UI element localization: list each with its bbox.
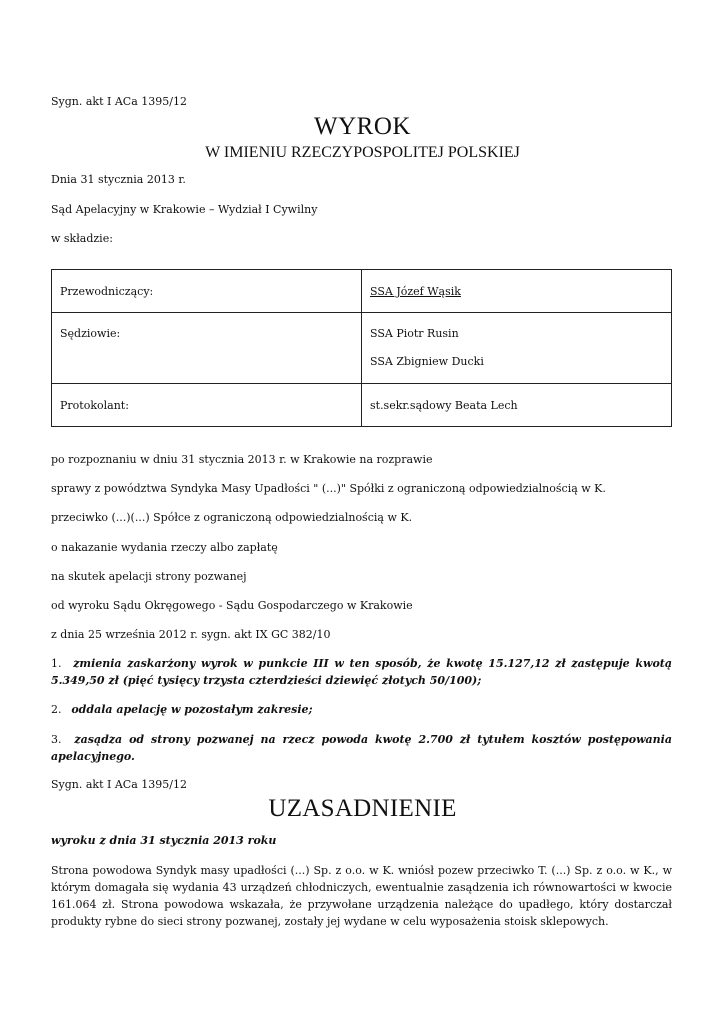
ruling-text: zasądza od strony pozwanej na rzecz powoda kwotę 2.700 zł tytułem kosztów postępowania apelacyjnego. (51, 733, 672, 763)
ruling-item (51, 655, 672, 689)
proceedings-line: o nakazanie wydania rzeczy albo zapłatę (51, 541, 278, 554)
ruling-number: 3. (51, 733, 62, 746)
judges-label-cell (52, 313, 362, 384)
judges-names-cell (362, 313, 672, 384)
document-title: WYROK (314, 113, 411, 140)
table-row (52, 384, 672, 427)
proceedings-line: z dnia 25 września 2012 r. sygn. akt IX GC 382/10 (51, 628, 331, 641)
judges-label: Sędziowie: (60, 327, 121, 340)
justification-case-number: Sygn. akt I ACa 1395/12 (51, 778, 187, 791)
proceedings-line: sprawy z powództwa Syndyka Masy Upadłości " (...)" Spółki z ograniczoną odpowiedzialnością w K. (51, 482, 606, 495)
clerk-label-cell (52, 384, 362, 427)
table-row (52, 270, 672, 313)
presiding-name: SSA Józef Wąsik (370, 285, 461, 298)
justification-subtitle: wyroku z dnia 31 stycznia 2013 roku (51, 834, 277, 847)
composition-intro: w składzie: (51, 232, 113, 245)
ruling-number: 2. (51, 703, 62, 716)
ruling-item (51, 701, 672, 718)
composition-table (51, 269, 672, 427)
judge-name: SSA Piotr Rusin (370, 327, 459, 340)
proceedings-line: od wyroku Sądu Okręgowego - Sądu Gospodarczego w Krakowie (51, 599, 413, 612)
document-subtitle: W IMIENIU RZECZYPOSPOLITEJ POLSKIEJ (205, 144, 520, 161)
ruling-text: zmienia zaskarżony wyrok w punkcie III w ten sposób, że kwotę 15.127,12 zł zastępuje kwotą 5.349,50 zł (pięć tysięcy trzysta czterdzieści dziewięć złotych 50/100); (51, 657, 672, 687)
presiding-label: Przewodniczący: (60, 285, 154, 298)
justification-paragraph: Strona powodowa Syndyk masy upadłości (...) Sp. z o.o. w K. wniósł pozew przeciwko T. (...) Sp. z o.o. w K., w którym domagała się wydania 43 urządzeń chłodniczych, ewentualnie zasądzenia ich równowartości w kwocie 161.064 zł. Strona powodowa wskazała, że przywołane urządzenia należące do upadłego, który dostarczał produkty rybne do sieci strony pozwanej, zostały jej wydane w celu wyposażenia stoisk sklepowych. (51, 864, 672, 928)
justification-title: UZASADNIENIE (268, 795, 457, 822)
table-row (52, 313, 672, 384)
proceedings-line: po rozpoznaniu w dniu 31 stycznia 2013 r. w Krakowie na rozprawie (51, 453, 433, 466)
judgment-date: Dnia 31 stycznia 2013 r. (51, 173, 186, 186)
clerk-name: st.sekr.sądowy Beata Lech (370, 399, 518, 412)
clerk-name-cell (362, 384, 672, 427)
proceedings-line: na skutek apelacji strony pozwanej (51, 570, 247, 583)
judge-name: SSA Zbigniew Ducki (370, 355, 484, 368)
proceedings-line: przeciwko (...)(...) Spółce z ograniczoną odpowiedzialnością w K. (51, 511, 413, 524)
ruling-item (51, 731, 672, 765)
presiding-name-cell (362, 270, 672, 313)
presiding-label-cell (52, 270, 362, 313)
ruling-number: 1. (51, 657, 62, 670)
clerk-label: Protokolant: (60, 399, 129, 412)
court-name: Sąd Apelacyjny w Krakowie – Wydział I Cywilny (51, 203, 318, 216)
ruling-text: oddala apelację w pozostałym zakresie; (71, 703, 313, 716)
case-number: Sygn. akt I ACa 1395/12 (51, 95, 187, 108)
